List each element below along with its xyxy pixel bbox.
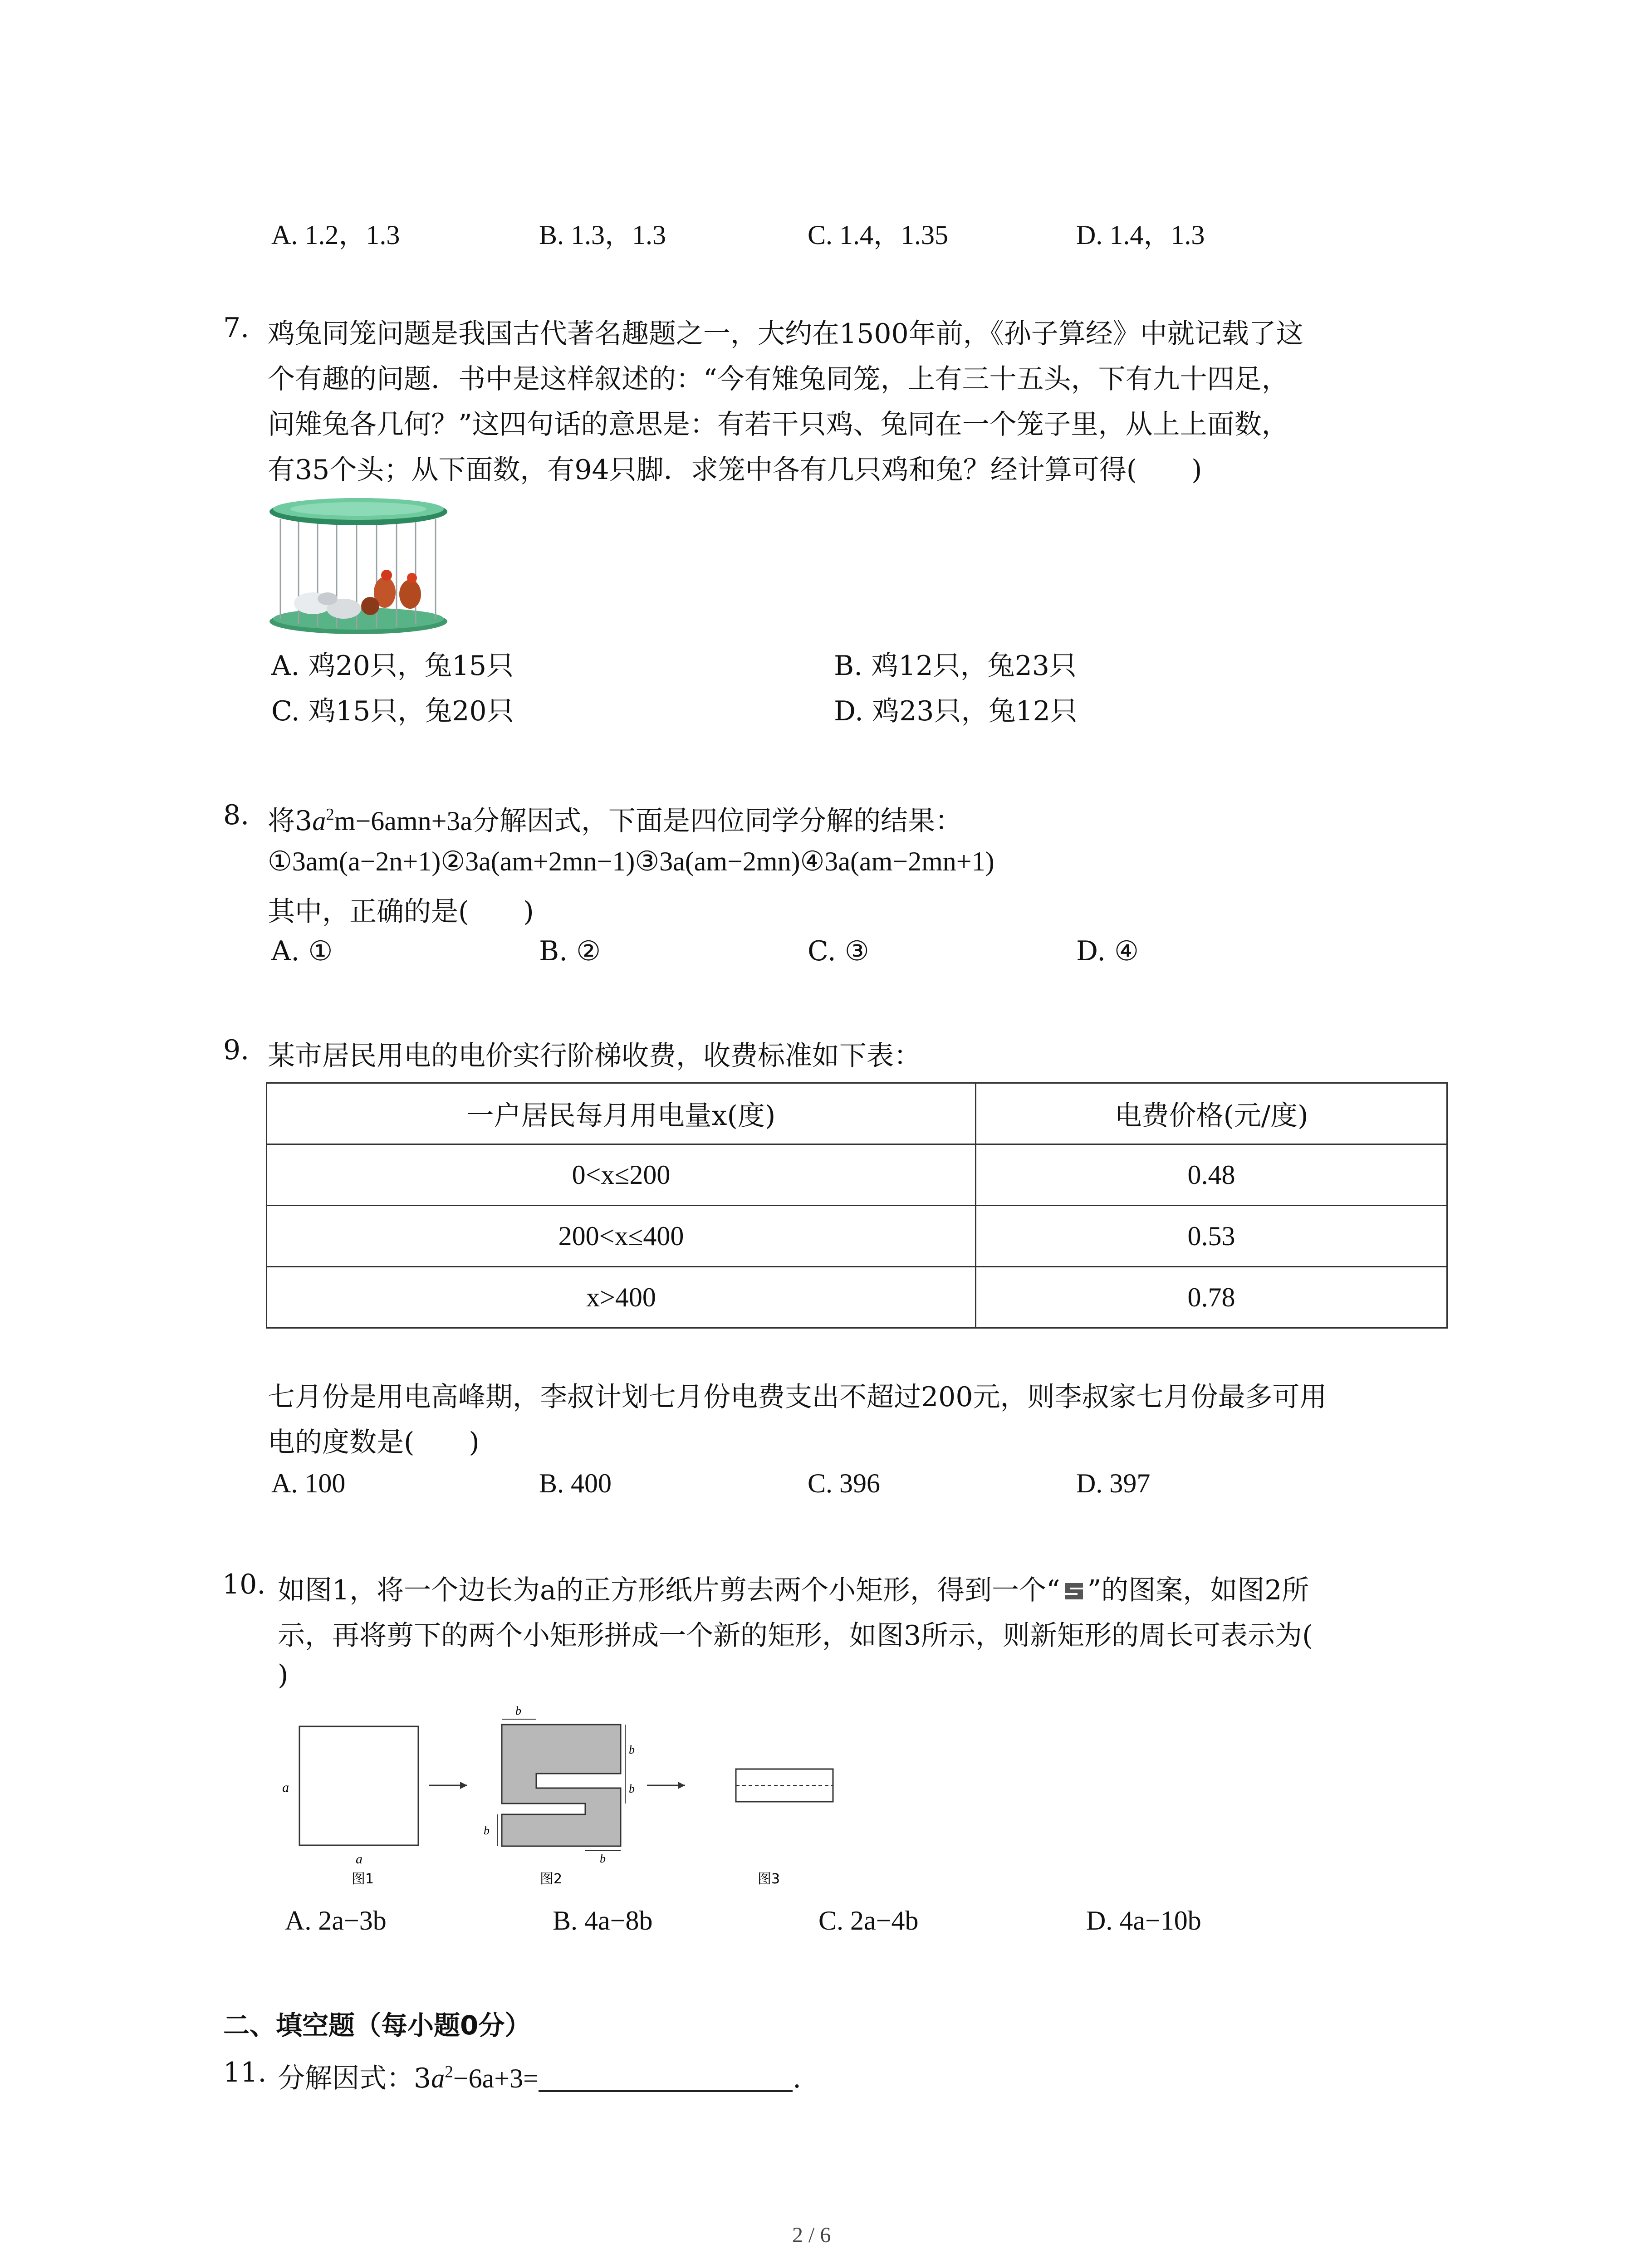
q9-text-1: 七月份是用电高峰期，李叔计划七月份电费支出不超过200元，则李叔家七月份最多可用 bbox=[268, 1381, 1327, 1413]
q8-line-3: 其中，正确的是( ) bbox=[268, 896, 534, 928]
table-cell-usage: 0<x≤200 bbox=[267, 1144, 976, 1206]
table-header-row bbox=[267, 1083, 1447, 1144]
table-row bbox=[267, 1206, 1447, 1267]
figure-3-caption: 图3 bbox=[758, 1871, 780, 1887]
figure-2-caption: 图2 bbox=[540, 1871, 563, 1887]
figure-1-caption: 图1 bbox=[352, 1871, 374, 1887]
q7-line-4: 有35个头；从下面数，有94只脚．求笼中各有几只鸡和兔？经计算可得( ) bbox=[268, 454, 1202, 486]
q9-text-2: 电的度数是( ) bbox=[268, 1427, 480, 1458]
figure-1-label-a-bottom: a bbox=[356, 1852, 362, 1867]
q7-option-a[interactable]: A. 鸡20只，兔15只 bbox=[271, 650, 514, 682]
table-header-price: 电费价格(元/度) bbox=[976, 1083, 1447, 1144]
table-cell-usage: 200<x≤400 bbox=[267, 1206, 976, 1267]
table-cell-price: 0.53 bbox=[976, 1206, 1447, 1267]
q11-number: 11. bbox=[223, 2057, 267, 2088]
q10-line-2: 示，再将剪下的两个小矩形拼成一个新的矩形，如图3所示，则新矩形的周长可表示为( bbox=[278, 1620, 1313, 1652]
page-number: 2 / 6 bbox=[792, 2223, 831, 2247]
chicken-rabbit-cage-image bbox=[268, 495, 449, 636]
q10-option-c[interactable]: C. 2a−4b bbox=[818, 1906, 919, 1936]
table-header-usage: 一户居民每月用电量x(度) bbox=[267, 1083, 976, 1144]
q8-option-d[interactable]: D. ④ bbox=[1076, 935, 1139, 967]
q7-option-c[interactable]: C. 鸡15只，兔20只 bbox=[271, 695, 514, 727]
figure-2-label-b-left: b bbox=[484, 1824, 490, 1837]
s-shape-icon bbox=[1063, 1581, 1085, 1601]
q10-option-b[interactable]: B. 4a−8b bbox=[553, 1906, 653, 1936]
figure-1-square bbox=[299, 1726, 418, 1845]
q6-option-b[interactable]: B. 1.3，1.3 bbox=[539, 220, 666, 250]
figure-2-label-b-top: b bbox=[515, 1704, 521, 1717]
figure-2-label-b-bottom: b bbox=[600, 1852, 606, 1865]
q7-line-1: 鸡兔同笼问题是我国古代著名趣题之一，大约在1500年前，《孙子算经》中就记载了这 bbox=[268, 318, 1303, 350]
q8-option-b[interactable]: B. ② bbox=[539, 935, 601, 967]
q9-intro: 某市居民用电的电价实行阶梯收费，收费标准如下表： bbox=[268, 1040, 921, 1072]
figure-1-label-a-side: a bbox=[282, 1780, 289, 1795]
q6-option-a[interactable]: A. 1.2，1.3 bbox=[271, 220, 400, 250]
q8-option-c[interactable]: C. ③ bbox=[808, 935, 869, 967]
q10-option-a[interactable]: A. 2a−3b bbox=[285, 1906, 387, 1936]
q11-text: 分解因式：$3a^2-6a+3=$ . bbox=[278, 2063, 802, 2094]
q8-line-2: ①3am(a−2n+1)②3a(am+2mn−1)③3a(am−2mn)④3a(am−2mn+1) bbox=[268, 846, 994, 876]
section-title-fill-in-blank: 二、填空题（每小题0分） bbox=[223, 2010, 531, 2041]
q7-line-3: 问雉兔各几何？”这四句话的意思是：有若干只鸡、兔同在一个笼子里，从上上面数， bbox=[268, 409, 1289, 440]
electricity-price-table bbox=[266, 1082, 1448, 1329]
q6-option-c[interactable]: C. 1.4，1.35 bbox=[808, 220, 949, 250]
q9-option-c[interactable]: C. 396 bbox=[808, 1468, 881, 1498]
table-row bbox=[267, 1267, 1447, 1328]
q11-answer-blank[interactable] bbox=[539, 2063, 793, 2092]
arrow-1-head bbox=[460, 1782, 467, 1789]
q10-figure bbox=[272, 1696, 862, 1892]
table-cell-usage: x>400 bbox=[267, 1267, 976, 1328]
arrow-2-head bbox=[678, 1782, 685, 1789]
q7-line-2: 个有趣的问题．书中是这样叙述的：“今有雉兔同笼，上有三十五头，下有九十四足， bbox=[268, 363, 1289, 395]
table-row bbox=[267, 1144, 1447, 1206]
q10-number: 10. bbox=[222, 1569, 266, 1600]
q8-number: 8. bbox=[223, 799, 250, 831]
q7-option-b[interactable]: B. 鸡12只，兔23只 bbox=[834, 650, 1077, 682]
q10-option-d[interactable]: D. 4a−10b bbox=[1086, 1906, 1201, 1936]
figure-2-s-shape bbox=[502, 1725, 621, 1846]
q6-option-d[interactable]: D. 1.4，1.3 bbox=[1076, 220, 1205, 250]
q10-line-3: ) bbox=[278, 1659, 289, 1691]
q7-option-d[interactable]: D. 鸡23只，兔12只 bbox=[834, 695, 1078, 727]
q8-line-1: 将$3a^2m-6amn+3a$分解因式，下面是四位同学分解的结果： bbox=[268, 805, 963, 837]
table-cell-price: 0.78 bbox=[976, 1267, 1447, 1328]
q7-number: 7. bbox=[223, 312, 250, 344]
table-cell-price: 0.48 bbox=[976, 1144, 1447, 1206]
q9-option-d[interactable]: D. 397 bbox=[1076, 1468, 1151, 1498]
q9-option-a[interactable]: A. 100 bbox=[271, 1468, 346, 1498]
figure-2-label-b-right-2: b bbox=[629, 1782, 635, 1795]
q9-number: 9. bbox=[223, 1034, 250, 1066]
q9-option-b[interactable]: B. 400 bbox=[539, 1468, 612, 1498]
q10-line-1: 如图1，将一个边长为a的正方形纸片剪去两个小矩形，得到一个“ ”的图案，如图2所 bbox=[278, 1574, 1309, 1606]
figure-2-label-b-right-1: b bbox=[629, 1743, 635, 1756]
q8-option-a[interactable]: A. ① bbox=[271, 935, 333, 967]
